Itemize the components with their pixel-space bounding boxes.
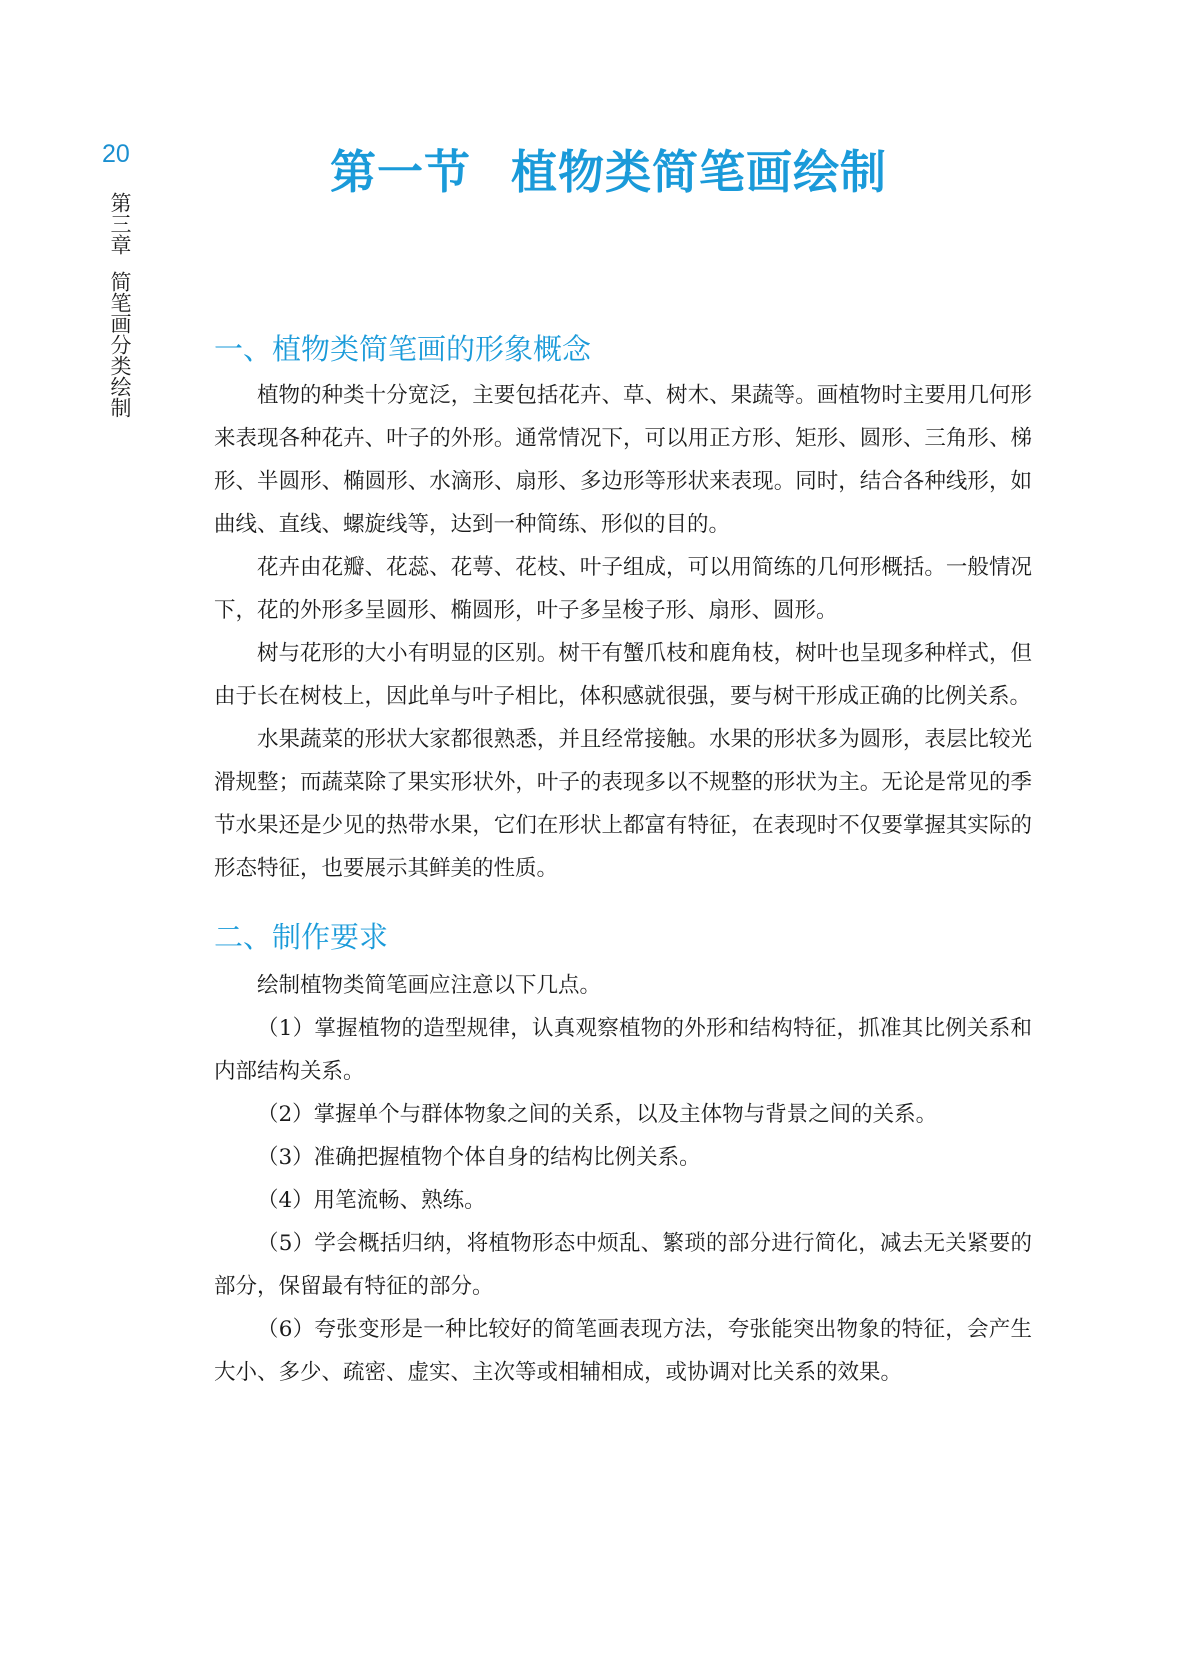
heading-requirements: 二、制作要求 <box>214 920 389 954</box>
section-name: 植物类简笔画绘制 <box>511 145 887 199</box>
section-title <box>330 136 930 202</box>
list-item: （1）掌握植物的造型规律，认真观察植物的外形和结构特征，抓准其比例关系和内部结构关系。 <box>214 1016 1032 1084</box>
list-item: （5）学会概括归纳，将植物形态中烦乱、繁琐的部分进行简化，减去无关紧要的部分，保留最有特征的部分。 <box>214 1231 1032 1299</box>
paragraph: 水果蔬菜的形状大家都很熟悉，并且经常接触。水果的形状多为圆形，表层比较光滑规整；而蔬菜除了果实形状外，叶子的表现多以不规整的形状为主。无论是常见的季节水果还是少见的热带水果，它们在形状上都富有特征，在表现时不仅要掌握其实际的形态特征，也要展示其鲜美的性质。 <box>214 727 1032 881</box>
heading-concept: 一、植物类简笔画的形象概念 <box>214 332 592 366</box>
list-item: （3）准确把握植物个体自身的结构比例关系。 <box>257 1145 701 1170</box>
list-item: （2）掌握单个与群体物象之间的关系，以及主体物与背景之间的关系。 <box>257 1102 938 1127</box>
list-item: （6）夸张变形是一种比较好的简笔画表现方法，夸张能突出物象的特征，会产生大小、多少、疏密、虚实、主次等或相辅相成，或协调对比关系的效果。 <box>214 1317 1032 1385</box>
running-header-chapter <box>102 192 132 418</box>
main-content <box>214 326 1032 1394</box>
paragraph: 花卉由花瓣、花蕊、花萼、花枝、叶子组成，可以用简练的几何形概括。一般情况下，花的外形多呈圆形、椭圆形，叶子多呈梭子形、扇形、圆形。 <box>214 555 1032 623</box>
paragraph: 植物的种类十分宽泛，主要包括花卉、草、树木、果蔬等。画植物时主要用几何形来表现各种花卉、叶子的外形。通常情况下，可以用正方形、矩形、圆形、三角形、梯形、半圆形、椭圆形、水滴形、扇形、多边形等形状来表现。同时，结合各种线形，如曲线、直线、螺旋线等，达到一种简练、形似的目的。 <box>214 383 1032 537</box>
chapter-label: 第三章 <box>108 192 132 255</box>
list-item: （4）用笔流畅、熟练。 <box>257 1188 486 1213</box>
paragraph: 绘制植物类简笔画应注意以下几点。 <box>257 973 602 998</box>
page-number: 20 <box>102 140 130 168</box>
paragraph: 树与花形的大小有明显的区别。树干有蟹爪枝和鹿角枝，树叶也呈现多种样式，但由于长在树枝上，因此单与叶子相比，体积感就很强，要与树干形成正确的比例关系。 <box>214 641 1032 709</box>
section-number: 第一节 <box>330 145 471 199</box>
chapter-title: 简笔画分类绘制 <box>108 271 132 418</box>
